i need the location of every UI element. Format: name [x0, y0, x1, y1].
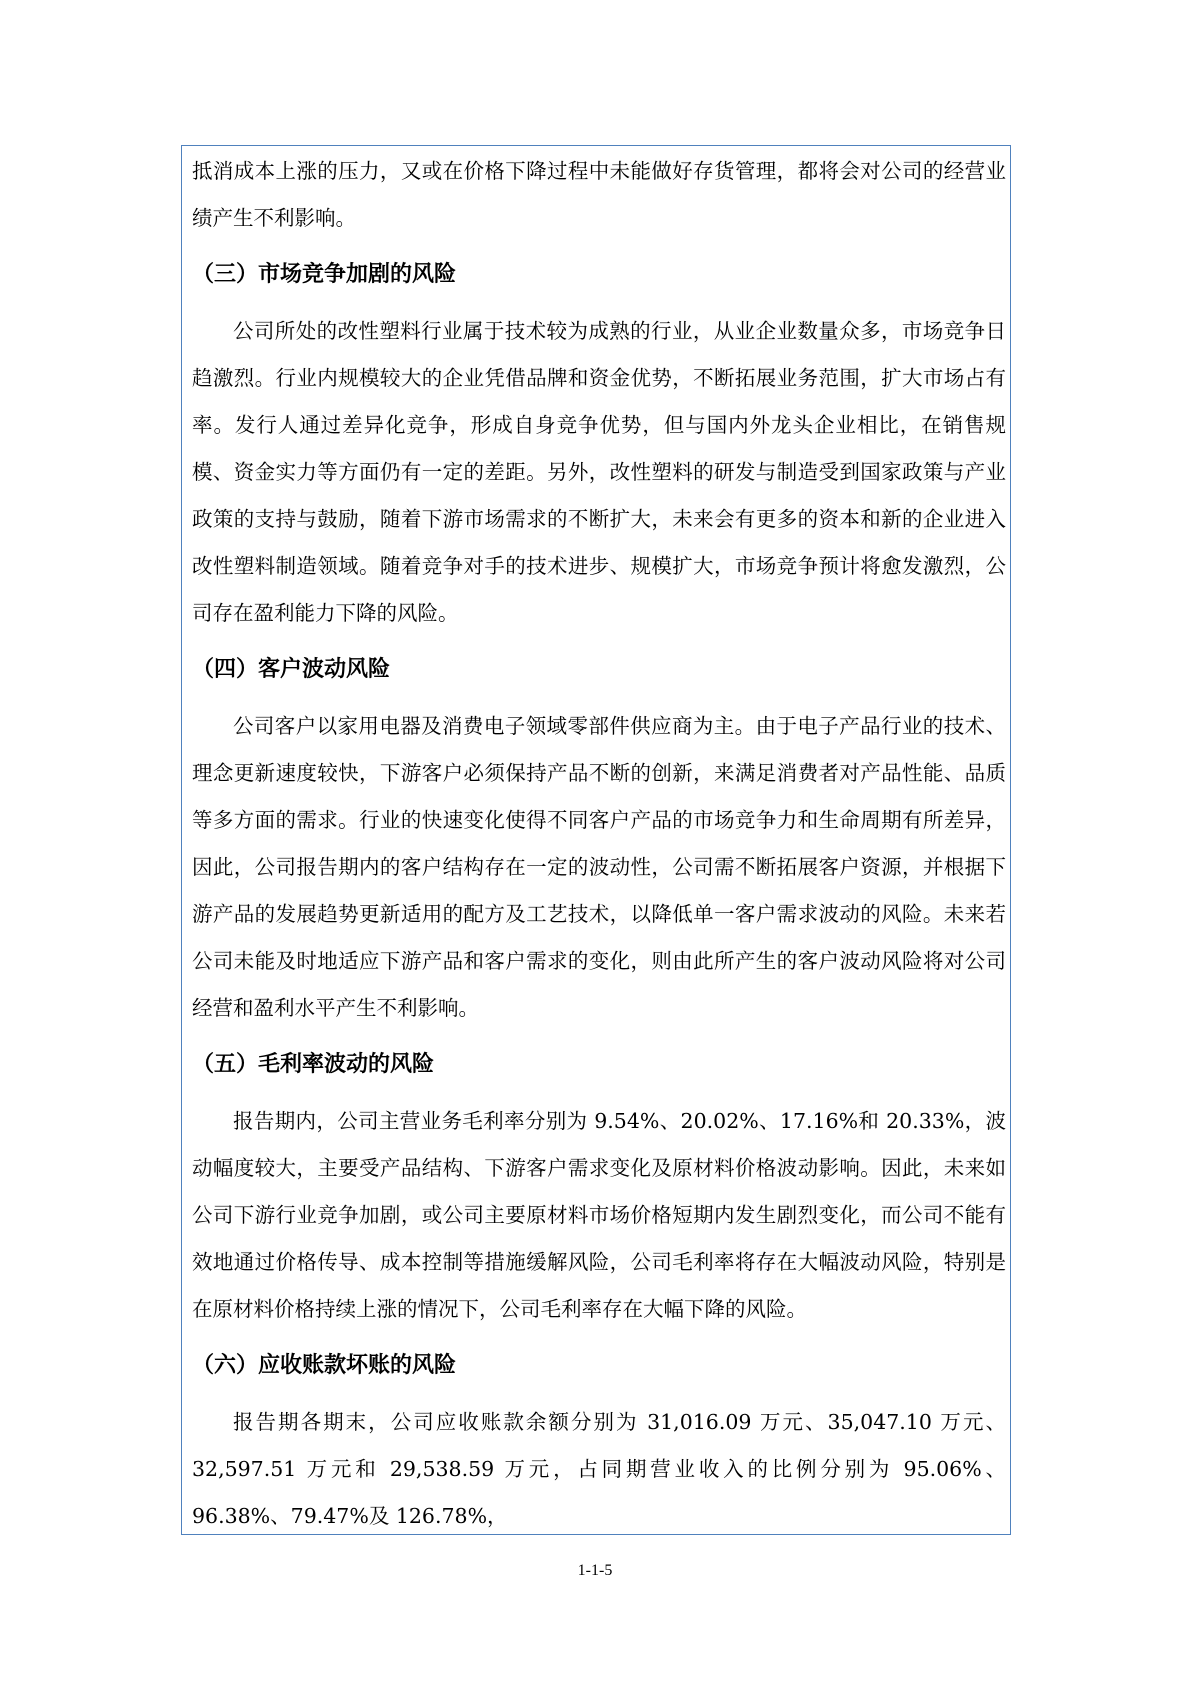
section-body-customer-fluctuation: 公司客户以家用电器及消费电子领域零部件供应商为主。由于电子产品行业的技术、理念更新速度较快，下游客户必须保持产品不断的创新，来满足消费者对产品性能、品质等多方面的需求。行业的快速变化使得不同客户产品的市场竞争力和生命周期有所差异，因此，公司报告期内的客户结构存在一定的波动性，公司需不断拓展客户资源，并根据下游产品的发展趋势更新适用的配方及工艺技术，以降低单一客户需求波动的风险。未来若公司未能及时地适应下游产品和客户需求的变化，则由此所产生的客户波动风险将对公司经营和盈利水平产生不利影响。	[192, 714, 1006, 1020]
section-heading-customer-fluctuation: （四）客户波动风险	[192, 657, 391, 682]
section-body-market-competition: 公司所处的改性塑料行业属于技术较为成熟的行业，从业企业数量众多，市场竞争日趋激烈。行业内规模较大的企业凭借品牌和资金优势，不断拓展业务范围，扩大市场占有率。发行人通过差异化竞争，形成自身竞争优势，但与国内外龙头企业相比，在销售规模、资金实力等方面仍有一定的差距。另外，改性塑料的研发与制造受到国家政策与产业政策的支持与鼓励，随着下游市场需求的不断扩大，未来会有更多的资本和新的企业进入改性塑料制造领域。随着竞争对手的技术进步、规模扩大，市场竞争预计将愈发激烈，公司存在盈利能力下降的风险。	[192, 319, 1006, 625]
intro-paragraph: 抵消成本上涨的压力，又或在价格下降过程中未能做好存货管理，都将会对公司的经营业绩产生不利影响。	[192, 159, 1006, 230]
section-body-gross-margin: 报告期内，公司主营业务毛利率分别为 9.54%、20.02%、17.16%和 20.33%，波动幅度较大，主要受产品结构、下游客户需求变化及原材料价格波动影响。因此，未来如公司下游行业竞争加剧，或公司主要原材料市场价格短期内发生剧烈变化，而公司不能有效地通过价格传导、成本控制等措施缓解风险，公司毛利率将存在大幅波动风险，特别是在原材料价格持续上涨的情况下，公司毛利率存在大幅下降的风险。	[192, 1109, 1006, 1321]
section-heading-market-competition: （三）市场竞争加剧的风险	[192, 262, 457, 287]
section-heading-receivables: （六）应收账款坏账的风险	[192, 1353, 457, 1378]
page-number: 1-1-5	[577, 1562, 613, 1579]
document-body	[192, 148, 1006, 1540]
section-heading-gross-margin: （五）毛利率波动的风险	[192, 1052, 435, 1077]
section-body-receivables: 报告期各期末，公司应收账款余额分别为 31,016.09 万元、35,047.10 万元、32,597.51 万元和 29,538.59 万元，占同期营业收入的比例分别为 95.06%、96.38%、79.47%及 126.78%，	[192, 1410, 1006, 1528]
